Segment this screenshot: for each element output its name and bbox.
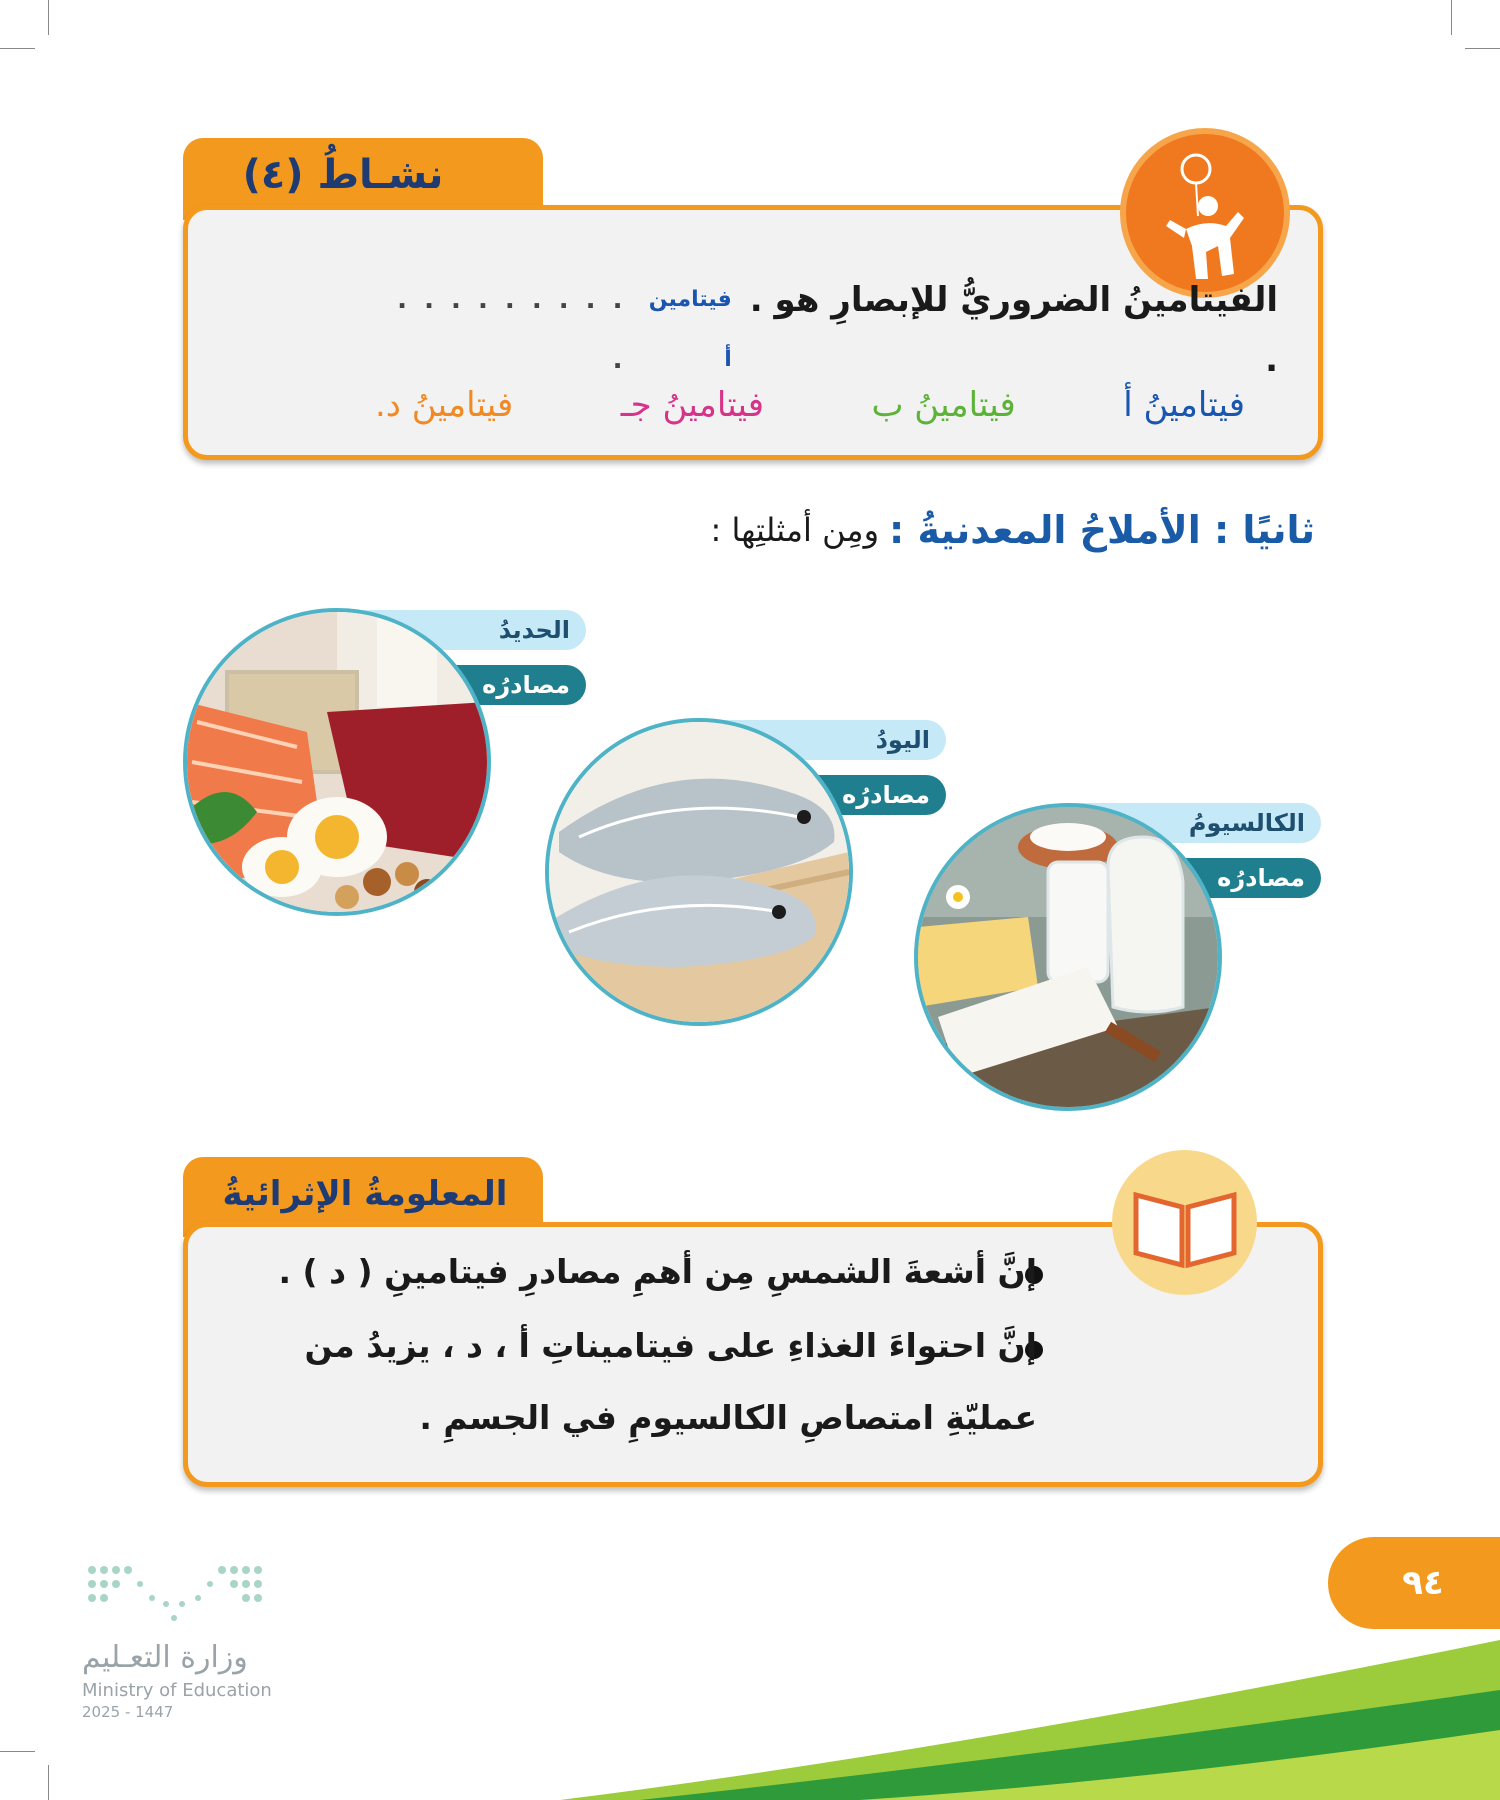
page-number: ٩٤ [1328,1537,1500,1629]
ministry-logo-dots [82,1560,272,1630]
dairy-image [914,803,1222,1111]
mineral-name-iodine: اليودُ [700,720,946,760]
option-vitamin-c[interactable]: فيتامينُ جـ [620,385,764,425]
fish-image [545,718,853,1026]
crop-mark [48,0,49,35]
ministry-name-english: Ministry of Education [82,1680,272,1701]
enrichment-bullet-1: إنَّ أشعةَ الشمسِ مِن أهمِ مصادرِ فيتامينِ ( د ) . [278,1252,1037,1291]
minerals-heading [515,495,1315,565]
option-vitamin-a[interactable]: فيتامينُ أ [1123,385,1245,425]
crop-mark [0,1751,35,1752]
answer-blank: . . . . . . . . . . [397,285,627,375]
mineral-name-calcium: الكالسيومُ [1075,803,1321,843]
open-book-icon [1130,1185,1240,1270]
enrichment-title: المعلومةُ الإثرائيةُ [222,1174,508,1214]
question-answer: فيتامين أ [648,287,732,372]
crop-mark [1451,0,1452,35]
green-wave-decoration [560,1630,1500,1800]
mineral-sources-calcium[interactable]: مصادرُه [1075,858,1321,898]
activity-title: نشـاطُ (٤) [242,152,444,198]
question-text: الفيتامينُ الضروريُّ للإبصارِ هو . . [749,280,1278,380]
iron-foods-image [183,608,491,916]
crop-mark [1465,48,1500,49]
mineral-name-iron: الحديدُ [330,610,586,650]
activity-question [378,280,1278,380]
option-vitamin-d[interactable]: فيتامينُ د. [375,385,514,425]
enrichment-bullet-2: إنَّ احتواءَ الغذاءِ على فيتاميناتِ أ ، د ، يزيدُ من عمليّةِ امتصاصِ الكالسيومِ في الجسمِ . [304,1326,1037,1437]
minerals-heading-subtitle: ومِن أمثلتِها : [710,511,880,549]
mineral-sources-iodine[interactable]: مصادرُه [700,775,946,815]
minerals-heading-title: ثانيًا : الأملاحُ المعدنيةُ : [889,508,1315,552]
crop-mark [0,48,35,49]
mineral-sources-iron[interactable]: مصادرُه [330,665,586,705]
crop-mark [48,1765,49,1800]
option-vitamin-b[interactable]: فيتامينُ ب [871,385,1016,425]
child-balloon-icon [1126,134,1284,292]
edition-year: 2025 - 1447 [82,1703,174,1721]
ministry-name-arabic: وزارة التعـليم [82,1640,248,1675]
activity-options [375,375,1245,435]
